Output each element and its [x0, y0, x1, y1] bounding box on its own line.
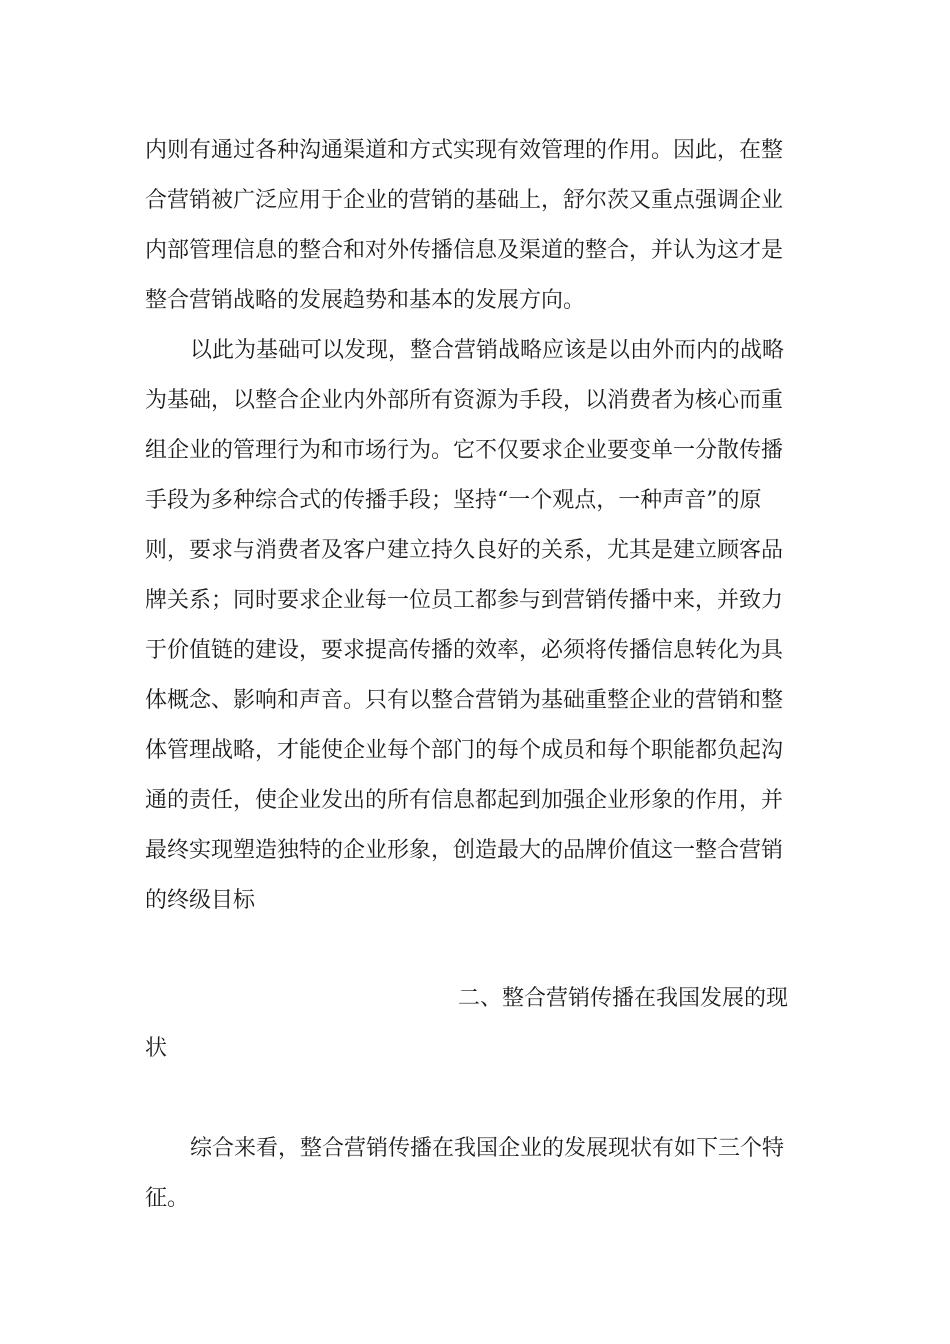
- paragraph-2-line-6: 牌关系；同时要求企业每一位员工都参与到营销传播中来，并致力: [145, 588, 784, 613]
- paragraph-3-line-1: 综合来看，整合营销传播在我国企业的发展现状有如下三个特: [190, 1136, 785, 1161]
- paragraph-2-line-8: 体概念、影响和声音。只有以整合营销为基础重整企业的营销和整: [145, 688, 784, 713]
- paragraph-2-line-4: 手段为多种综合式的传播手段；坚持“一个观点，一种声音”的原: [145, 488, 762, 513]
- section-heading-line-1: 二、整合营销传播在我国发展的现: [458, 986, 789, 1011]
- section-heading-line-2: 状: [145, 1036, 168, 1061]
- paragraph-1-line-4: 整合营销战略的发展趋势和基本的发展方向。: [145, 288, 586, 313]
- paragraph-2-line-11: 最终实现塑造独特的企业形象，创造最大的品牌价值这一整合营销: [145, 838, 784, 863]
- paragraph-2-line-3: 组企业的管理行为和市场行为。它不仅要求企业要变单一分散传播: [145, 438, 784, 463]
- paragraph-1-line-2: 合营销被广泛应用于企业的营销的基础上，舒尔茨又重点强调企业: [145, 188, 784, 213]
- paragraph-2-line-9: 体管理战略，才能使企业每个部门的每个成员和每个职能都负起沟: [145, 738, 784, 763]
- paragraph-2-line-1: 以此为基础可以发现，整合营销战略应该是以由外而内的战略: [190, 338, 785, 363]
- paragraph-2-line-2: 为基础，以整合企业内外部所有资源为手段，以消费者为核心而重: [145, 388, 784, 413]
- paragraph-1-line-1: 内则有通过各种沟通渠道和方式实现有效管理的作用。因此，在整: [145, 138, 784, 163]
- paragraph-2-line-10: 通的责任，使企业发出的所有信息都起到加强企业形象的作用，并: [145, 788, 784, 813]
- paragraph-2-line-5: 则，要求与消费者及客户建立持久良好的关系，尤其是建立顾客品: [145, 538, 784, 563]
- paragraph-2-line-12: 的终级目标: [145, 888, 256, 913]
- paragraph-3-line-2: 征。: [145, 1186, 190, 1211]
- paragraph-2-line-7: 于价值链的建设，要求提高传播的效率，必须将传播信息转化为具: [145, 638, 784, 663]
- paragraph-1-line-3: 内部管理信息的整合和对外传播信息及渠道的整合，并认为这才是: [145, 238, 784, 263]
